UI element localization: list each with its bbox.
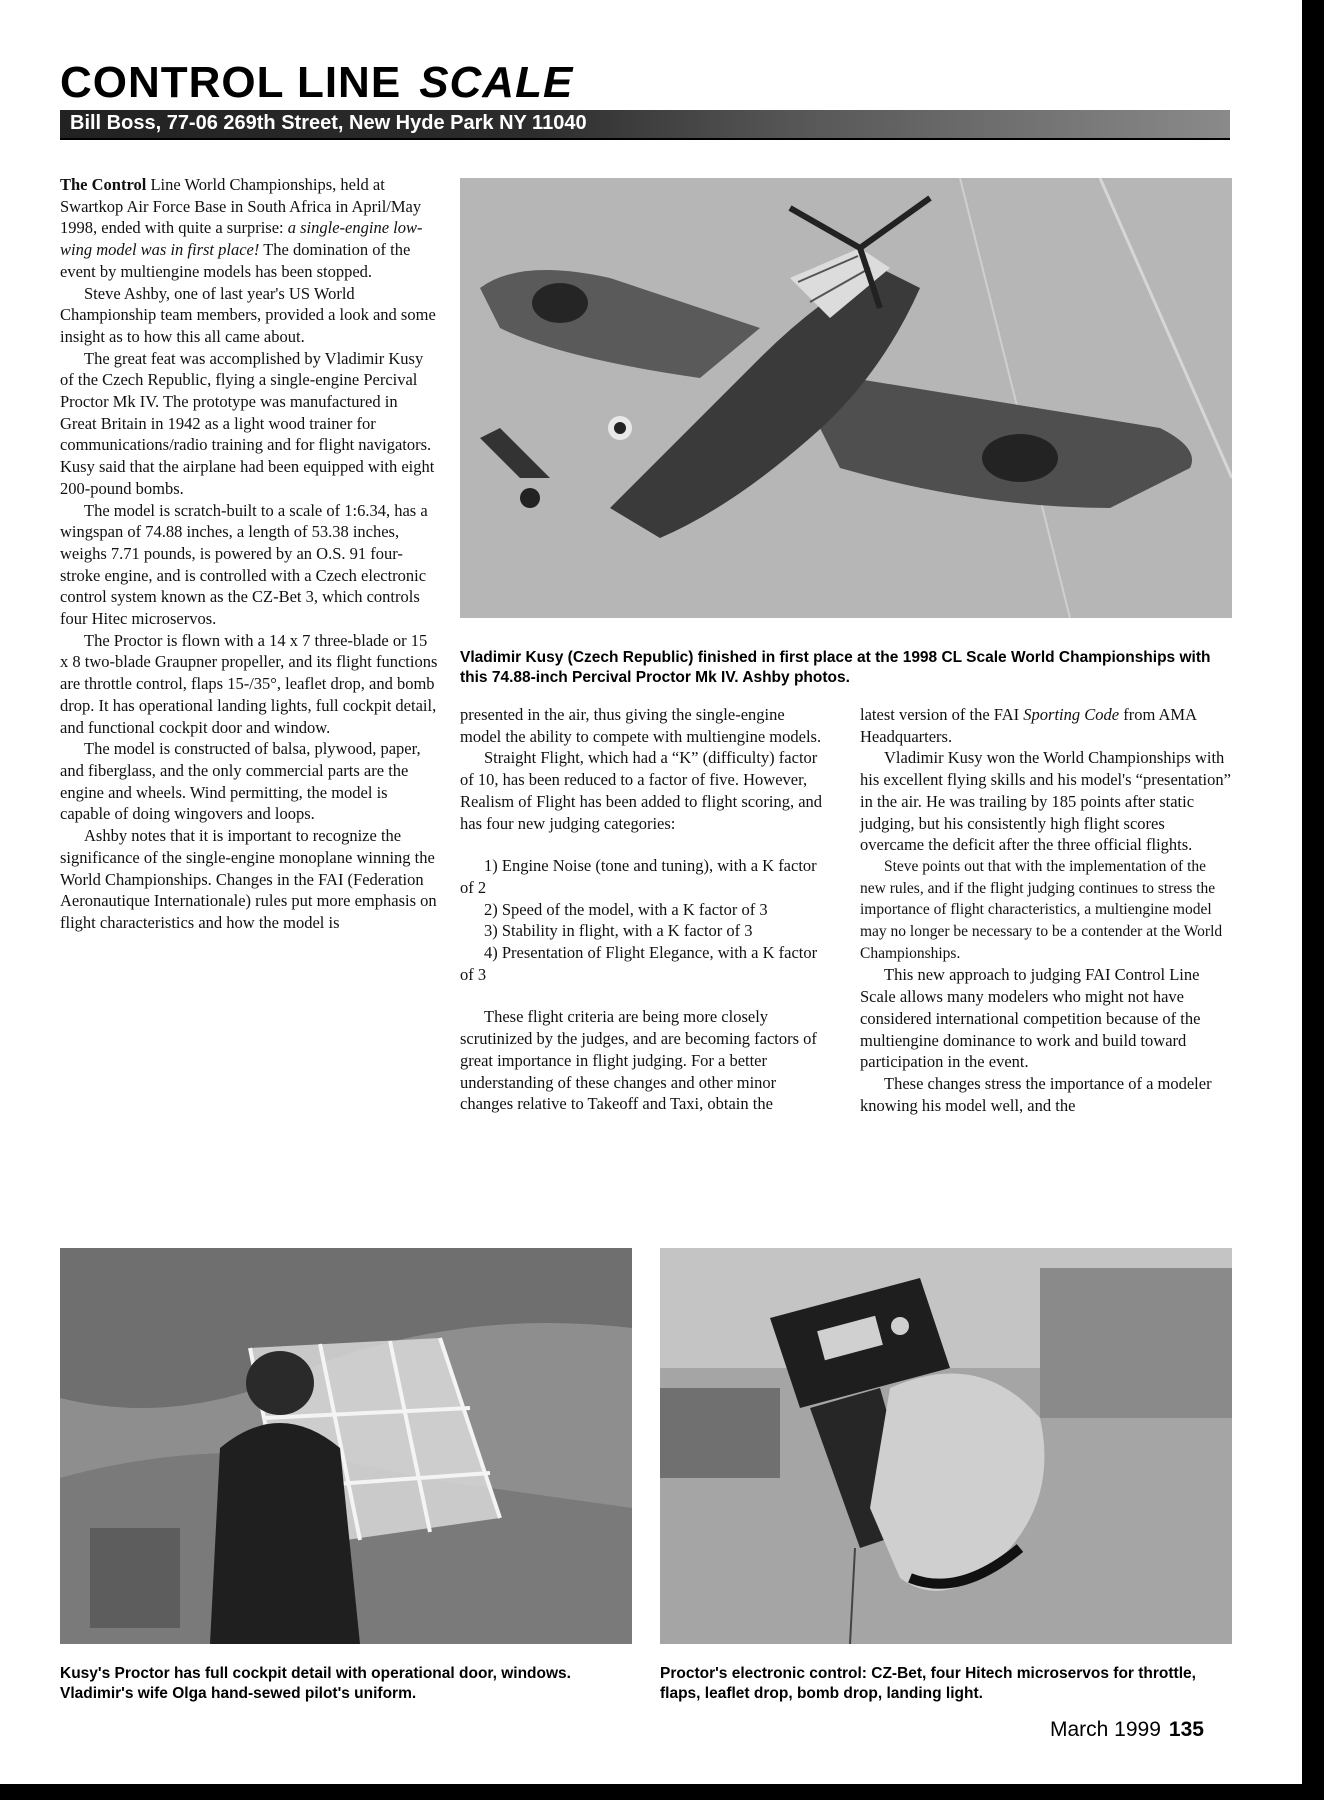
text-run: latest version of the FAI (860, 705, 1024, 724)
paragraph-1 (860, 704, 1232, 747)
spacer (460, 985, 830, 1006)
paragraph-6: The model is constructed of balsa, plywood, paper, and fiberglass, and the only commercial parts are the engine and wheels. Wind permitting, the model is capable of doing wingovers and loops. (60, 739, 421, 824)
emphasis-run: a single-engine low-wing model was in first place! (60, 218, 423, 260)
page-folio (1050, 1718, 1204, 1742)
list-item-3: 3) Stability in flight, with a K factor of 3 (484, 921, 753, 941)
caption-top-photo: Vladimir Kusy (Czech Republic) finished in first place at the 1998 CL Scale World Championships with this 74.88-inch Percival Proctor Mk IV. Ashby photos. (460, 649, 1211, 686)
paragraph-2: Vladimir Kusy won the World Championships with his excellent flying skills and his model's “presentation” in the air. He was trailing by 185 points after static judging, but his consistently high flight scores overcame the deficit after the three official flights. (860, 748, 1231, 855)
caption-bottom-right: Proctor's electronic control: CZ-Bet, four Hitech microservos for throttle, flaps, leaflet drop, bomb drop, landing light. (660, 1665, 1196, 1702)
paragraph-7: Ashby notes that it is important to recognize the significance of the single-engine monoplane winning the World Championships. Changes in the FAI (Federation Aeronautique Internationale) rules put more emphasis on flight characteristics and how the model is (60, 826, 437, 932)
paragraph-2: Straight Flight, which had a “K” (difficulty) factor of 10, has been reduced to a factor of five. However, Realism of Flight has been added to flight scoring, and has four new judging categories: (460, 748, 823, 833)
paragraph-3: The great feat was accomplished by Vladimir Kusy of the Czech Republic, flying a single-engine Percival Proctor Mk IV. The prototype was manufactured in Great Britain in 1942 as a light wood trainer for communications/radio training and for flight navigators. Kusy said that the airplane had been equipped with eight 200-pound bombs. (60, 348, 435, 498)
paragraph-4: The model is scratch-built to a scale of 1:6.34, has a wingspan of 74.88 inches, a length of 53.38 inches, weighs 7.71 pounds, is powered by an O.S. 91 four-stroke engine, and is controlled with a Czech electronic control system known as the CZ-Bet 3, which controls four Hitec microservos. (60, 500, 428, 629)
article-column-3 (860, 704, 1232, 1116)
page-edge-right (1302, 0, 1324, 1800)
aircraft-image (460, 178, 1232, 618)
title-main: CONTROL LINE (60, 58, 402, 107)
title-sub: SCALE (419, 58, 574, 107)
text-run: from AMA Headquarters. (860, 705, 1197, 746)
spacer (460, 834, 830, 855)
paragraph-1 (60, 174, 438, 283)
photo-cockpit-detail (60, 1248, 632, 1644)
text-run: Line World Championships, held at Swartkop Air Force Base in South Africa in April/May 1998, ended with quite a surprise: (60, 175, 422, 238)
column-title (60, 58, 573, 108)
paragraph-1: presented in the air, thus giving the single-engine model the ability to compete with multiengine models. (460, 705, 822, 746)
controller-image (660, 1248, 1232, 1644)
article-column-1 (60, 174, 438, 934)
paragraph-2: Steve Ashby, one of last year's US World Championship team members, provided a look and some insight as to how this all came about. (60, 283, 436, 346)
page-number: 135 (1168, 1718, 1204, 1741)
text-run: The domination of the event by multiengine models has been stopped. (60, 240, 411, 281)
author-line: Bill Boss, 77-06 269th Street, New Hyde Park NY 11040 (70, 112, 587, 134)
list-item-2: 2) Speed of the model, with a K factor of 3 (484, 899, 768, 919)
list-item-1: 1) Engine Noise (tone and tuning), with a K factor of 2 (460, 856, 817, 897)
page-edge-bottom (0, 1784, 1324, 1800)
lead-words: The Control (60, 175, 147, 194)
paragraph-5: These changes stress the importance of a modeler knowing his model well, and the (860, 1073, 1212, 1115)
cockpit-image (60, 1248, 632, 1644)
photo-proctor-aircraft (460, 178, 1232, 618)
issue-date: March 1999 (1050, 1718, 1161, 1741)
photo-electronic-control (660, 1248, 1232, 1644)
article-column-2 (460, 704, 830, 1115)
paragraph-5: The Proctor is flown with a 14 x 7 three-blade or 15 x 8 two-blade Graupner propeller, and its flight functions are throttle control, flaps 15-/35°, leaflet drop, and bomb drop. It has operational landing lights, full cockpit detail, and functional cockpit door and window. (60, 630, 438, 737)
emphasis-run: Sporting Code (1023, 705, 1120, 724)
paragraph-3: These flight criteria are being more closely scrutinized by the judges, and are becoming factors of great importance in flight judging. For a better understanding of these changes and other minor changes relative to Takeoff and Taxi, obtain the (460, 1007, 817, 1114)
paragraph-3: Steve points out that with the implementation of the new rules, and if the flight judging continues to stress the importance of flight characteristics, a multiengine model may no longer be necessary to be a contender at the World Championships. (860, 857, 1223, 962)
caption-bottom-left: Kusy's Proctor has full cockpit detail with operational door, windows. Vladimir's wife Olga hand-sewed pilot's uniform. (60, 1665, 571, 1702)
list-item-4: 4) Presentation of Flight Elegance, with a K factor of 3 (460, 943, 818, 984)
paragraph-4: This new approach to judging FAI Control Line Scale allows many modelers who might not have considered international competition because of the multiengine dominance to work and build toward participation in the event. (860, 965, 1201, 1072)
author-bar (60, 110, 1230, 140)
